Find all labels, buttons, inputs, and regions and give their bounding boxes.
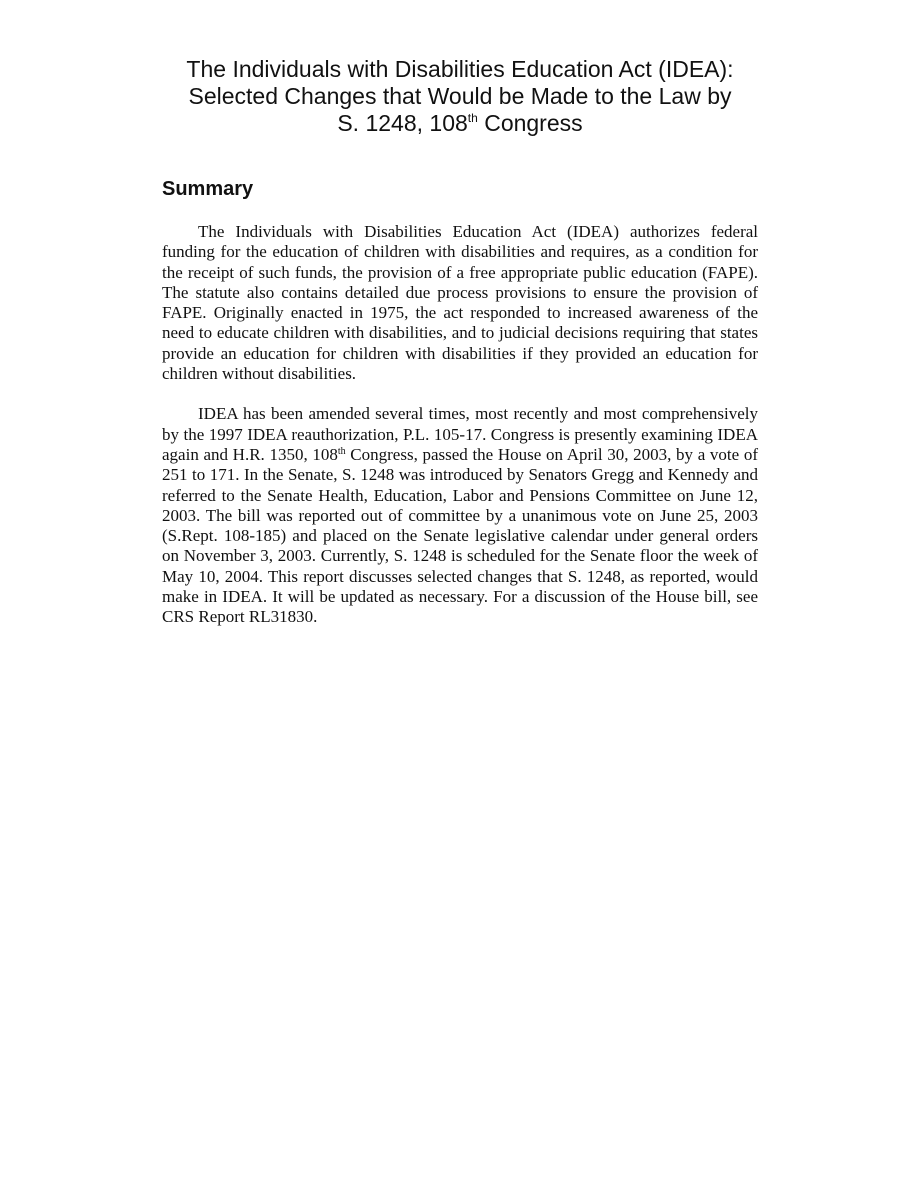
- document-title: [162, 56, 758, 137]
- title-line-3: [162, 110, 758, 137]
- paragraph-2-ordinal-suffix: th: [337, 445, 346, 457]
- title-line-2: Selected Changes that Would be Made to the Law by: [188, 83, 732, 109]
- title-ordinal-suffix: th: [467, 111, 478, 125]
- paragraph-2-text-end: Congress, passed the House on April 30, 2003, by a vote of 251 to 171. In the Senate, S. 1248 was introduced by Senators Gregg and Kennedy and referred to the Senate Health, Education, Labor and Pensions Committee on June 12, 2003. The bill was reported out of committee by a unanimous vote on June 25, 2003 (S.Rept. 108-185) and placed on the Senate legislative calendar under general orders on November 3, 2003. Currently, S. 1248 is scheduled for the Senate floor the week of May 10, 2004. This report discusses selected changes that S. 1248, as reported, would make in IDEA. It will be updated as necessary. For a discussion of the House bill, see CRS Report RL31830.: [162, 444, 758, 627]
- title-line-1: The Individuals with Disabilities Education Act (IDEA):: [186, 56, 734, 82]
- summary-heading: Summary: [162, 178, 254, 200]
- document-page: [162, 56, 758, 628]
- title-line-3-text: S. 1248, 108: [337, 110, 468, 136]
- title-line-3-tail: Congress: [477, 110, 583, 136]
- summary-paragraph-1: The Individuals with Disabilities Education Act (IDEA) authorizes federal funding for the education of children with disabilities and requires, as a condition for the receipt of such funds, the provision of a free appropriate public education (FAPE). The statute also contains detailed due process provisions to ensure the provision of FAPE. Originally enacted in 1975, the act responded to increased awareness of the need to educate children with disabilities, and to judicial decisions requiring that states provide an education for children with disabilities if they provided an education for children without disabilities.: [162, 222, 758, 384]
- summary-paragraph-2: [162, 404, 758, 627]
- paragraph-2-text-start: IDEA has been amended several times, most recently and most comprehensively by the 1997 IDEA reauthorization, P.L. 105-17. Congress is presently examining IDEA again and H.R. 1350, 108: [162, 404, 758, 464]
